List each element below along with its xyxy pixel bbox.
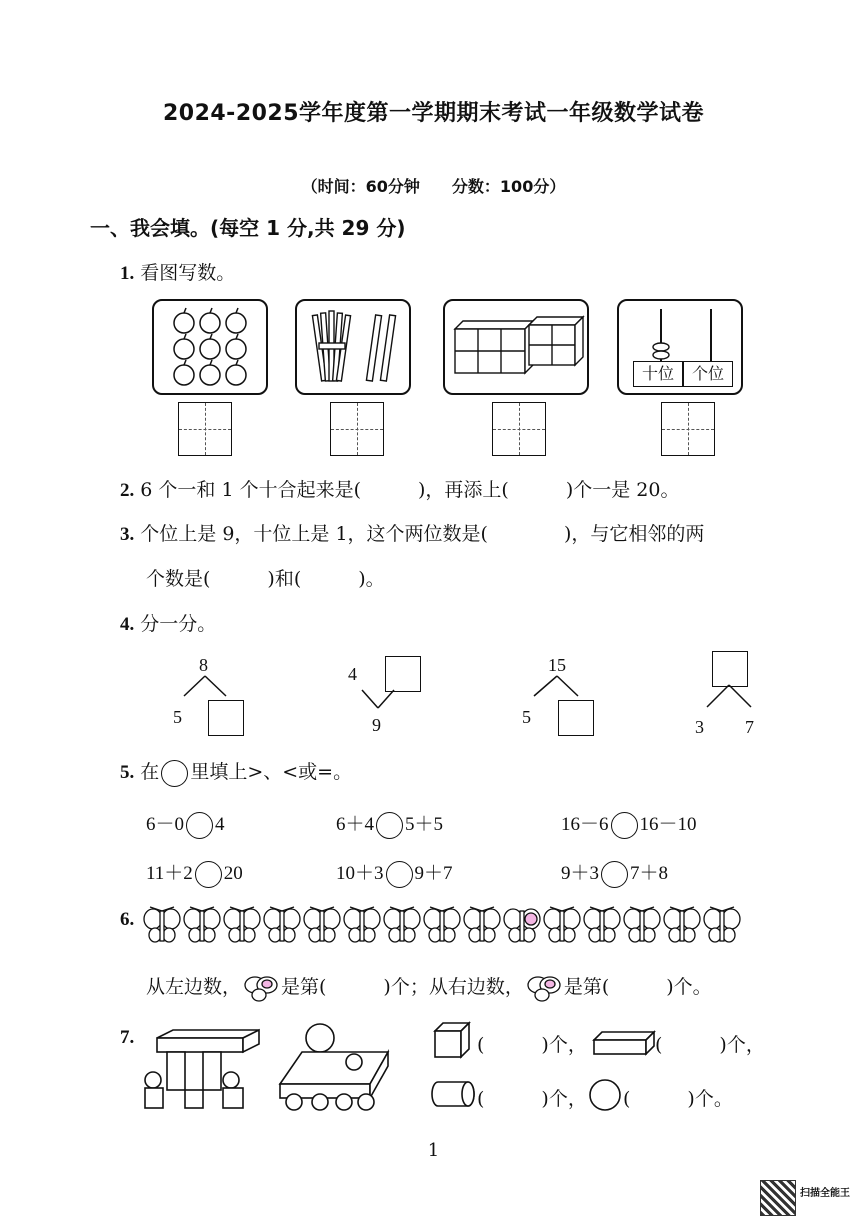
answer-box[interactable] <box>178 402 232 456</box>
compare-item <box>561 858 668 888</box>
cuboid-count-blank: ( )个， <box>655 1034 765 1056</box>
butterfly-icon <box>544 907 580 942</box>
tree-bottom-number: 9 <box>372 715 381 735</box>
butterfly-row <box>142 905 742 947</box>
question-number: 1. <box>120 263 135 284</box>
butterfly-icon <box>424 907 460 942</box>
scanner-watermark <box>760 1178 860 1222</box>
section-heading: 一、我会填。(每空 1 分,共 29 分) <box>90 216 406 240</box>
pink-butterfly-icon <box>241 973 281 1003</box>
answer-box[interactable] <box>558 700 594 736</box>
butterfly-icon <box>704 907 740 942</box>
right-expr: 9＋7 <box>414 863 453 884</box>
cubes-picture <box>443 299 589 395</box>
pink-butterfly-icon <box>524 973 564 1003</box>
compare-item <box>336 809 443 839</box>
answer-box[interactable] <box>492 402 546 456</box>
tree-top-number: 8 <box>199 655 208 675</box>
right-expr: 5＋5 <box>405 814 444 835</box>
question-3-line2: 个数是( )和( )。 <box>146 568 385 590</box>
cube-icon <box>433 1023 477 1059</box>
tens-label: 十位 <box>633 361 683 387</box>
question-6-number <box>120 908 134 931</box>
question-3 <box>120 519 704 546</box>
butterfly-icon <box>664 907 700 942</box>
cube-blocks-icon <box>445 301 587 393</box>
sphere-count-blank: ( )个。 <box>623 1088 733 1110</box>
right-expr: 20 <box>223 863 243 884</box>
answer-box[interactable] <box>385 656 421 692</box>
ones-label: 个位 <box>683 361 733 387</box>
cylinder-icon <box>432 1080 476 1110</box>
left-expr: 6＋4 <box>336 814 375 835</box>
right-expr: 7＋8 <box>630 863 669 884</box>
question-text: 6 个一和 1 个十合起来是( )，再添上( )个一是 20。 <box>140 479 680 501</box>
tree-left-number: 5 <box>173 707 182 727</box>
tree-top-number: 15 <box>548 655 566 675</box>
answer-box[interactable] <box>712 651 748 687</box>
question-text: 是第( )个；从右边数， <box>281 976 524 998</box>
question-7-number <box>120 1026 134 1049</box>
compare-item <box>146 858 243 888</box>
apples-picture <box>152 299 268 395</box>
question-text: 在 <box>140 761 160 783</box>
block-building-icon <box>143 1030 263 1110</box>
apple-icon <box>154 301 266 393</box>
left-expr: 9＋3 <box>561 863 600 884</box>
merge-lines <box>358 690 418 714</box>
compare-circle[interactable] <box>186 812 213 839</box>
exam-info: （时间：60分钟 分数：100分） <box>301 177 566 196</box>
compare-circle[interactable] <box>611 812 638 839</box>
cuboid-icon <box>592 1030 656 1056</box>
question-text: 从左边数， <box>146 976 242 998</box>
tree-left-number: 3 <box>695 717 704 737</box>
stick-bundle-icon <box>297 301 409 393</box>
compare-circle[interactable] <box>386 861 413 888</box>
question-1 <box>120 258 235 285</box>
question-number: 6. <box>120 909 135 930</box>
question-text: 里填上>、<或=。 <box>190 761 353 783</box>
question-number: 3. <box>120 524 135 545</box>
answer-box[interactable] <box>208 700 244 736</box>
qr-code-icon <box>760 1180 796 1216</box>
butterfly-icon <box>184 907 220 942</box>
butterfly-icon <box>144 907 180 942</box>
butterfly-icon <box>304 907 340 942</box>
split-lines <box>530 676 590 700</box>
left-expr: 6－0 <box>146 814 185 835</box>
answer-box[interactable] <box>330 402 384 456</box>
butterfly-icon <box>344 907 380 942</box>
compare-circle[interactable] <box>601 861 628 888</box>
watermark-text: 扫描全能王 <box>800 1188 850 1199</box>
question-5 <box>120 757 352 787</box>
page-number: 1 <box>427 1140 440 1161</box>
question-text: 是第( )个。 <box>563 976 712 998</box>
question-6-text <box>146 972 712 1003</box>
left-expr: 10＋3 <box>336 863 384 884</box>
question-text: 看图写数。 <box>140 262 236 284</box>
question-4 <box>120 609 216 636</box>
butterfly-icon <box>264 907 300 942</box>
answer-box[interactable] <box>661 402 715 456</box>
block-car-icon <box>278 1022 398 1112</box>
question-number: 5. <box>120 762 135 783</box>
compare-circle[interactable] <box>376 812 403 839</box>
butterfly-icon <box>624 907 660 942</box>
tree-right-number: 7 <box>745 717 754 737</box>
question-text: 分一分。 <box>140 613 217 635</box>
compare-item <box>336 858 453 888</box>
page-title: 2024-2025学年度第一学期期末考试一年级数学试卷 <box>162 101 705 126</box>
compare-item <box>146 809 225 839</box>
abacus-picture <box>617 299 743 395</box>
right-expr: 16－10 <box>639 814 697 835</box>
cube-count-blank: ( )个， <box>477 1034 587 1056</box>
sticks-picture <box>295 299 411 395</box>
question-text: 个位上是 9，十位上是 1，这个两位数是( )，与它相邻的两 <box>140 523 705 545</box>
question-number: 7. <box>120 1027 135 1048</box>
butterfly-icon <box>224 907 260 942</box>
butterfly-icon <box>464 907 500 942</box>
split-lines <box>180 676 240 700</box>
left-expr: 16－6 <box>561 814 609 835</box>
right-expr: 4 <box>215 814 225 835</box>
tree-left-number: 4 <box>348 664 357 684</box>
compare-item <box>561 809 697 839</box>
cylinder-count-blank: ( )个， <box>477 1088 587 1110</box>
sphere-icon <box>588 1078 624 1114</box>
compare-circle[interactable] <box>195 861 222 888</box>
circle-icon <box>161 760 188 787</box>
question-2 <box>120 475 679 502</box>
pink-butterfly-icon <box>504 909 540 942</box>
butterfly-icon <box>584 907 620 942</box>
butterfly-icon <box>384 907 420 942</box>
question-number: 4. <box>120 614 135 635</box>
tree-left-number: 5 <box>522 707 531 727</box>
left-expr: 11＋2 <box>146 863 193 884</box>
question-number: 2. <box>120 480 135 501</box>
split-lines <box>705 685 765 711</box>
